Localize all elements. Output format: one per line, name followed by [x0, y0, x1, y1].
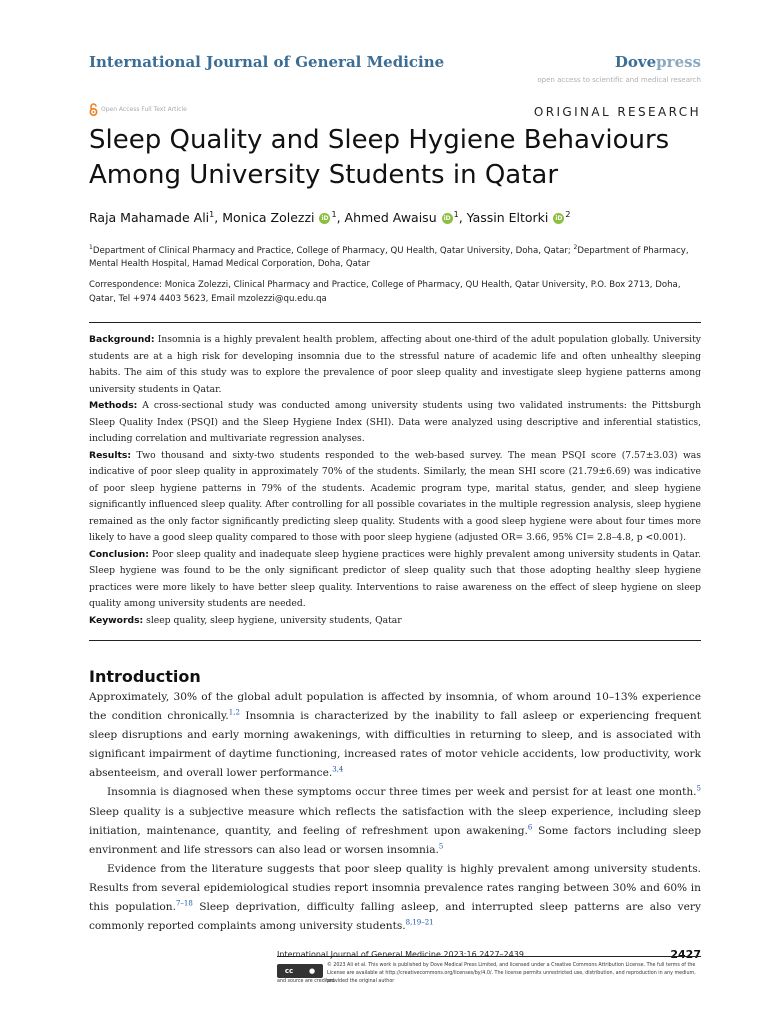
journal-name: International Journal of General Medicine — [89, 53, 445, 71]
paragraph — [89, 688, 701, 783]
abstract-methods — [89, 398, 701, 448]
paragraph-text: Sleep quality is a subjective measure which reflects the satisfaction with the sleep experience, including sleep initiation, maintenance, quantity, and feeling of refreshment upon awakening. — [89, 805, 701, 837]
creative-commons-badge[interactable] — [277, 964, 323, 978]
section-heading: Introduction — [89, 667, 201, 686]
affil-text: Department of Pharmacy, Mental Health Hospital, Hamad Medical Corporation, Doha, Qatar — [89, 245, 689, 270]
introduction-body — [89, 688, 701, 936]
paragraph-text: Approximately, 30% of the global adult population is affected by insomnia, of whom around 10–13% experience the condition chronically. — [89, 691, 701, 723]
citation-link[interactable]: 5 — [696, 784, 701, 793]
section-label: Background: — [89, 334, 155, 345]
divider — [89, 322, 701, 323]
affiliations — [89, 241, 701, 272]
paragraph-text: Insomnia is characterized by the inability to fall asleep or experiencing frequent sleep disruptions and early morning awakenings, with difficulties in returning to sleep, and is associated with significant impairment of daytime functioning, increased rates of motor vehicle accidents, low productivity, work absenteeism, and overall lower performance. — [89, 710, 701, 780]
attribution-icon: ● — [308, 967, 316, 975]
abstract-conclusion — [89, 547, 701, 613]
abstract-results — [89, 448, 701, 547]
citation-link[interactable]: 7–18 — [175, 899, 193, 908]
cc-icon: cc — [284, 967, 294, 975]
affil-sup: 2 — [573, 244, 578, 251]
orcid-icon[interactable]: iD — [321, 215, 329, 222]
affil-text: Department of Clinical Pharmacy and Practice, College of Pharmacy, QU Health, Qatar University, Doha, Qatar; — [92, 245, 574, 256]
correspondence: Correspondence: Monica Zolezzi, Clinical Pharmacy and Practice, College of Pharmacy, QU Health, Qatar University, P.O. Box 2713, Doha, Qatar, Tel +974 4403 5623, Email mzolezzi@qu.edu.qa — [89, 280, 681, 304]
publisher-logo — [615, 53, 701, 71]
author-list: Raja Mahamade Ali$^1$, Monica Zolezzi iD $^1$, Ahmed Awaisu iD $^1$, Yassin Eltorki iD $^2$ — [89, 209, 571, 225]
author-name[interactable]: Ahmed Awaisu — [344, 210, 437, 225]
orcid-icon[interactable]: iD — [443, 215, 451, 222]
section-label: Methods: — [89, 400, 138, 411]
section-text: sleep quality, sleep hygiene, university students, Qatar — [146, 614, 402, 626]
author-affil-sup: 2 — [565, 209, 571, 219]
author-affil-sup: 1 — [331, 209, 337, 219]
section-text: Two thousand and sixty-two students responded to the web-based survey. The mean PSQI score (7.57±3.03) was indicative of poor sleep quality in approximately 70% of the students. Similarly, the mean SHI score (21.79±6.69) was indicative of poor sleep hygiene patterns in 79% of the students. Academic program type, marital status, gender, and sleep hygiene significantly influenced sleep quality. After controlling for all possible covariates in the multiple regression analysis, sleep hygiene remained as the only factor significantly predicting sleep quality. Students with a good sleep hygiene were about four times more likely to have a good sleep quality compared to those with poor sleep hygiene (adjusted OR= 3.66, 95% CI= 2.8–4.8, p <0.001). — [89, 449, 701, 543]
abstract — [89, 332, 701, 629]
citation-link[interactable]: 6 — [527, 823, 533, 832]
paragraph-text: Insomnia is diagnosed when these symptoms occur three times per week and persist for at least one month. — [107, 786, 697, 799]
publisher-logo-press: press — [656, 53, 701, 71]
abstract-background — [89, 332, 701, 398]
citation-link[interactable]: 5 — [438, 842, 444, 851]
citation-link[interactable]: 3,4 — [332, 765, 344, 774]
citation-link[interactable]: 1,2 — [228, 708, 240, 717]
section-label: Conclusion: — [89, 548, 149, 560]
paragraph-text: Some factors including sleep environment and life stressors can also lead or worsen insomnia. — [89, 824, 701, 856]
section-label: Results: — [89, 449, 131, 461]
author-name[interactable]: Raja Mahamade Ali — [89, 210, 210, 225]
author-name[interactable]: Yassin Eltorki — [466, 210, 549, 225]
open-access-icon — [89, 103, 98, 116]
publisher-tagline: open access to scientific and medical research — [537, 76, 701, 84]
paragraph-text: Sleep deprivation, difficulty falling asleep, and interrupted sleep patterns are also very commonly reported complaints among university students. — [89, 901, 701, 933]
orcid-icon[interactable]: iD — [555, 215, 563, 222]
open-access-badge — [89, 103, 187, 116]
paragraph — [89, 860, 701, 936]
section-text: Poor sleep quality and inadequate sleep hygiene practices were highly prevalent among university students in Qatar. Sleep hygiene was found to be the only significant predictor of sleep quality such that those adopting healthy sleep hygiene practices were more likely to have better sleep quality. Interventions to raise awareness on the effect of sleep hygiene on sleep quality among university students are needed. — [89, 548, 701, 609]
author-name[interactable]: Monica Zolezzi — [222, 210, 315, 225]
open-access-label: Open Access Full Text Article — [101, 106, 187, 113]
author-affil-sup: 1 — [209, 209, 215, 219]
citation-link[interactable]: 8,19–21 — [405, 918, 434, 927]
affil-sup: 1 — [89, 244, 93, 251]
section-label: Keywords: — [89, 614, 144, 626]
paragraph-text: Evidence from the literature suggests that poor sleep quality is highly prevalent among university students. Results from several epidemiological studies report insomnia prevalence rates ranging between 30% and 60% in this population. — [89, 862, 701, 914]
license-text: © 2023 Ali et al. This work is published by Dove Medical Press Limited, and licensed under a Creative Commons Attribution License. The full terms of the License are available at http://creativecommons.org/licenses/by/4.0/. The license permits unrestricted use, distribution, and reproduction in any medium, provided the original author — [327, 963, 696, 984]
article-title: Sleep Quality and Sleep Hygiene Behaviours Among University Students in Qatar — [89, 125, 670, 190]
author-affil-sup: 1 — [453, 209, 459, 219]
section-text: A cross-sectional study was conducted among university students using two validated instruments: the Pittsburgh Sleep Quality Index (PSQI) and the Sleep Hygiene Index (SHI). Data were analyzed using descriptive and inferential statistics, including correlation and multivariate regression analyses. — [89, 400, 702, 444]
paragraph — [89, 783, 701, 859]
article-type: ORIGINAL RESEARCH — [533, 105, 701, 119]
section-text: Insomnia is a highly prevalent health problem, affecting about one-third of the adult population globally. University students are at a high risk for developing insomnia due to the stressful nature of academic life and often unhealthy sleeping habits. The aim of this study was to explore the prevalence of poor sleep quality and investigate sleep hygiene patterns among university students in Qatar. — [89, 334, 701, 395]
publisher-logo-dove: Dove — [614, 53, 657, 71]
abstract-keywords — [89, 613, 701, 630]
page-number: 2427 — [670, 948, 701, 961]
license-text-continued: and source are credited. — [277, 979, 336, 984]
footer-divider — [277, 956, 701, 957]
footer-journal-ref: International Journal of General Medicine 2023:16 2427–2439 — [277, 950, 524, 959]
divider — [89, 640, 701, 641]
